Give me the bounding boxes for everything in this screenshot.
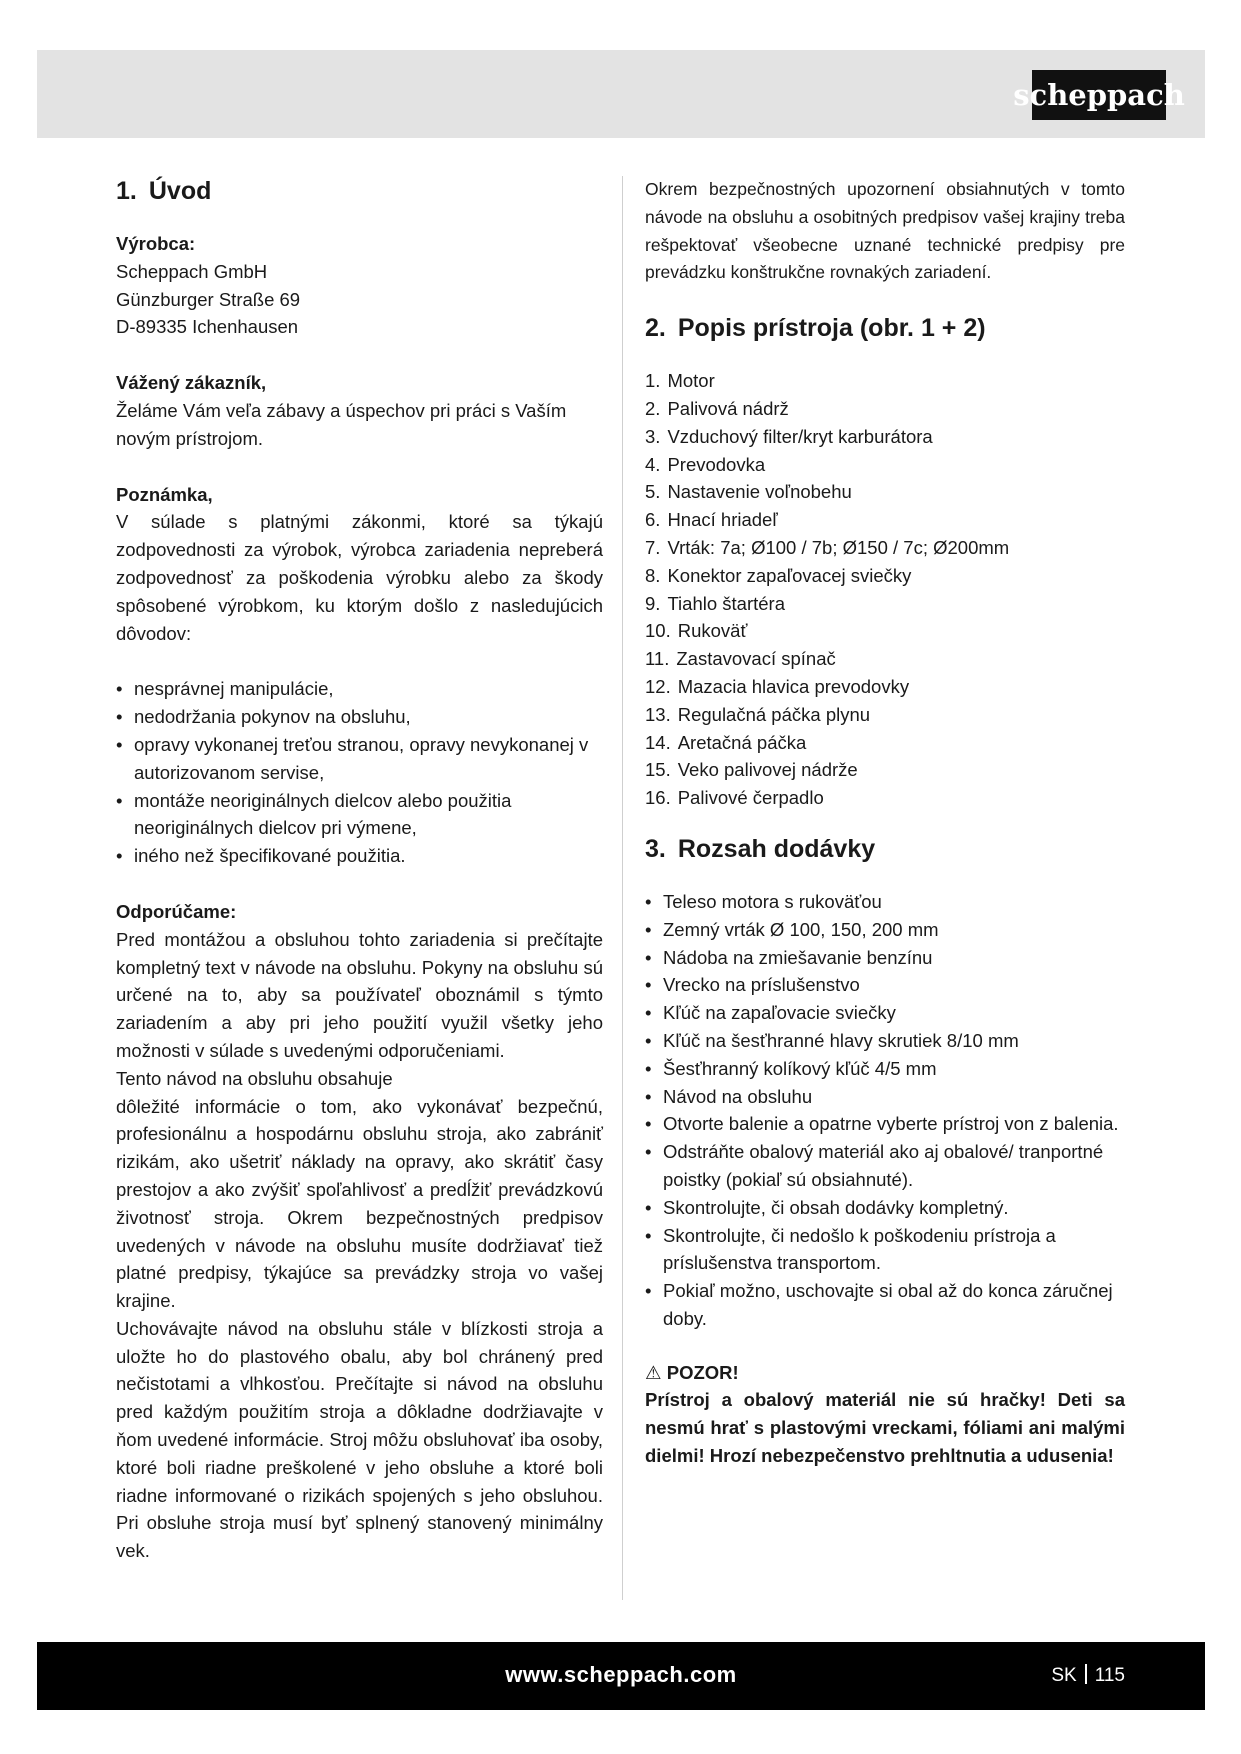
recommend-text: Uchovávajte návod na obsluhu stále v blízkosti stroja a uložte ho do plastového obalu, aby bol chránený pred nečistotami a vlhkosťou. Prečítajte si návod na obsluhu pred každým použitím stroja a dôkladne dodržiavajte v ňom uvedené informácie. Stroj môžu obsluhovať iba osoby, ktoré boli riadne preškolené v jeho obsluhe a ktoré boli riadne informované o rizikách spojených s jeho obsluhou. Pri obsluhe stroja musí byť splnený stanovený minimálny vek. — [116, 1317, 603, 1562]
section-heading-intro: 1. Úvod — [116, 177, 212, 205]
warning-title: ⚠ POZOR! — [645, 1361, 739, 1383]
recommend-text: dôležité informácie o tom, ako vykonávať bezpečnú, profesionálnu a hospodárnu obsluhu stroja, ako zabrániť rizikám, ako ušetriť náklady na opravy, ako skrátiť časy prestojov a ako zvýšiť spoľahlivosť a predĺžiť prevádzkovú životnosť stroja. Okrem bezpečnostných predpisov uvedených v návode na obsluhu musíte dodržiavať tiež platné predpisy, týkajúce sa prevádzky stroja vo vašej krajine. — [116, 1095, 603, 1312]
manufacturer-line: D-89335 Ichenhausen — [116, 316, 299, 338]
list-item: • Pokiaľ možno, uschovajte si obal až do konca záručnej doby. — [645, 1277, 1125, 1333]
page-header — [37, 50, 1205, 138]
list-item: 15. Veko palivovej nádrže — [645, 759, 858, 781]
note-text: V súlade s platnými zákonmi, ktoré sa týkajú zodpovednosti za výrobok, výrobca zariadenia nepreberá zodpovednosť za poškodenia výrobku alebo za škody spôsobené výrobkom, ku ktorým došlo z nasledujúcich dôvodov: — [116, 511, 603, 644]
scope-list — [645, 888, 1125, 1333]
manufacturer-line: Scheppach GmbH — [116, 260, 268, 282]
list-item: • Zemný vrták Ø 100, 150, 200 mm — [645, 916, 1125, 944]
list-item: • nesprávnej manipulácie, — [116, 675, 603, 703]
note-label: Poznámka, — [116, 483, 213, 505]
list-item: 16. Palivové čerpadlo — [645, 787, 824, 809]
page-number: SK 115 — [1051, 1665, 1125, 1686]
list-item: • iného než špecifikované použitia. — [116, 842, 603, 870]
parts-list — [645, 367, 1125, 812]
list-item: 14. Aretačná páčka — [645, 731, 807, 753]
list-item: 8. Konektor zapaľovacej sviečky — [645, 564, 912, 586]
manufacturer-line: Günzburger Straße 69 — [116, 288, 301, 310]
list-item: • opravy vykonanej treťou stranou, opravy nevykonanej v autorizovanom servise, — [116, 731, 603, 787]
list-item: 4. Prevodovka — [645, 453, 766, 475]
list-item: 12. Mazacia hlavica prevodovky — [645, 675, 910, 697]
list-item: 7. Vrták: 7a; Ø100 / 7b; Ø150 / 7c; Ø200mm — [645, 536, 1010, 558]
list-item: • Odstráňte obalový materiál ako aj obalové/ tranportné poistky (pokiaľ sú obsiahnuté). — [645, 1138, 1125, 1194]
list-item: 3. Vzduchový filter/kryt karburátora — [645, 425, 933, 447]
list-item: • nedodržania pokynov na obsluhu, — [116, 703, 603, 731]
list-item: 6. Hnací hriadeľ — [645, 509, 778, 531]
column-divider — [622, 176, 623, 1600]
section-heading-scope: 3. Rozsah dodávky — [645, 834, 876, 863]
reasons-list — [116, 675, 603, 870]
list-item: • Návod na obsluhu — [645, 1083, 1125, 1111]
website-url: www.scheppach.com — [505, 1662, 737, 1687]
page-footer — [37, 1642, 1205, 1710]
warning-triangle-icon: ⚠ — [645, 1361, 662, 1383]
warning-text: Prístroj a obalový materiál nie sú hračky! Deti sa nesmú hrať s plastovými vreckami, fóliami ani malými dielmi! Hrozí nebezpečenstvo prehltnutia a udusenia! — [645, 1389, 1125, 1467]
recommend-label: Odporúčame: — [116, 900, 237, 922]
list-item: • Šesťhranný kolíkový kľúč 4/5 mm — [645, 1055, 1125, 1083]
list-item: 13. Regulačná páčka plynu — [645, 703, 871, 725]
customer-label: Vážený zákazník, — [116, 372, 267, 394]
list-item: • montáže neoriginálnych dielcov alebo použitia neoriginálnych dielcov pri výmene, — [116, 787, 603, 843]
list-item: 10. Rukoväť — [645, 620, 748, 642]
scheppach-logo: scheppach — [1032, 70, 1166, 120]
list-item: • Nádoba na zmiešavanie benzínu — [645, 944, 1125, 972]
regulations-text: Okrem bezpečnostných upozornení obsiahnutých v tomto návode na obsluhu a osobitných predpisov vašej krajiny treba rešpektovať všeobecne uznané technické predpisy pre prevádzku konštrukčne rovnakých zariadení. — [645, 179, 1125, 283]
section-heading-description: 2. Popis prístroja (obr. 1 + 2) — [645, 314, 986, 343]
list-item: • Kľúč na zapaľovacie sviečky — [645, 999, 1125, 1027]
customer-text: Želáme Vám veľa zábavy a úspechov pri práci s Vaším novým prístrojom. — [116, 399, 567, 449]
list-item: 5. Nastavenie voľnobehu — [645, 481, 852, 503]
list-item: • Kľúč na šesťhranné hlavy skrutiek 8/10 mm — [645, 1027, 1125, 1055]
recommend-text: Tento návod na obsluhu obsahuje — [116, 1067, 393, 1089]
left-column — [116, 176, 603, 1565]
list-item: • Teleso motora s rukoväťou — [645, 888, 1125, 916]
manufacturer-label: Výrobca: — [116, 233, 196, 254]
list-item: • Skontrolujte, či obsah dodávky kompletný. — [645, 1194, 1125, 1222]
right-column — [645, 176, 1125, 1470]
list-item: 11. Zastavovací spínač — [645, 648, 836, 670]
list-item: • Vrecko na príslušenstvo — [645, 971, 1125, 999]
list-item: 2. Palivová nádrž — [645, 397, 789, 419]
list-item: 9. Tiahlo štartéra — [645, 592, 785, 614]
list-item: 1. Motor — [645, 370, 715, 392]
list-item: • Otvorte balenie a opatrne vyberte prístroj von z balenia. — [645, 1110, 1125, 1138]
list-item: • Skontrolujte, či nedošlo k poškodeniu prístroja a príslušenstva transportom. — [645, 1222, 1125, 1278]
recommend-text: Pred montážou a obsluhou tohto zariadenia si prečítajte kompletný text v návode na obsluhu. Pokyny na obsluhu sú určené na to, aby sa používateľ oboznámil s týmto zariadením a aby pri jeho použití využil všetky jeho možnosti v súlade s uvedenými odporučeniami. — [116, 928, 603, 1061]
